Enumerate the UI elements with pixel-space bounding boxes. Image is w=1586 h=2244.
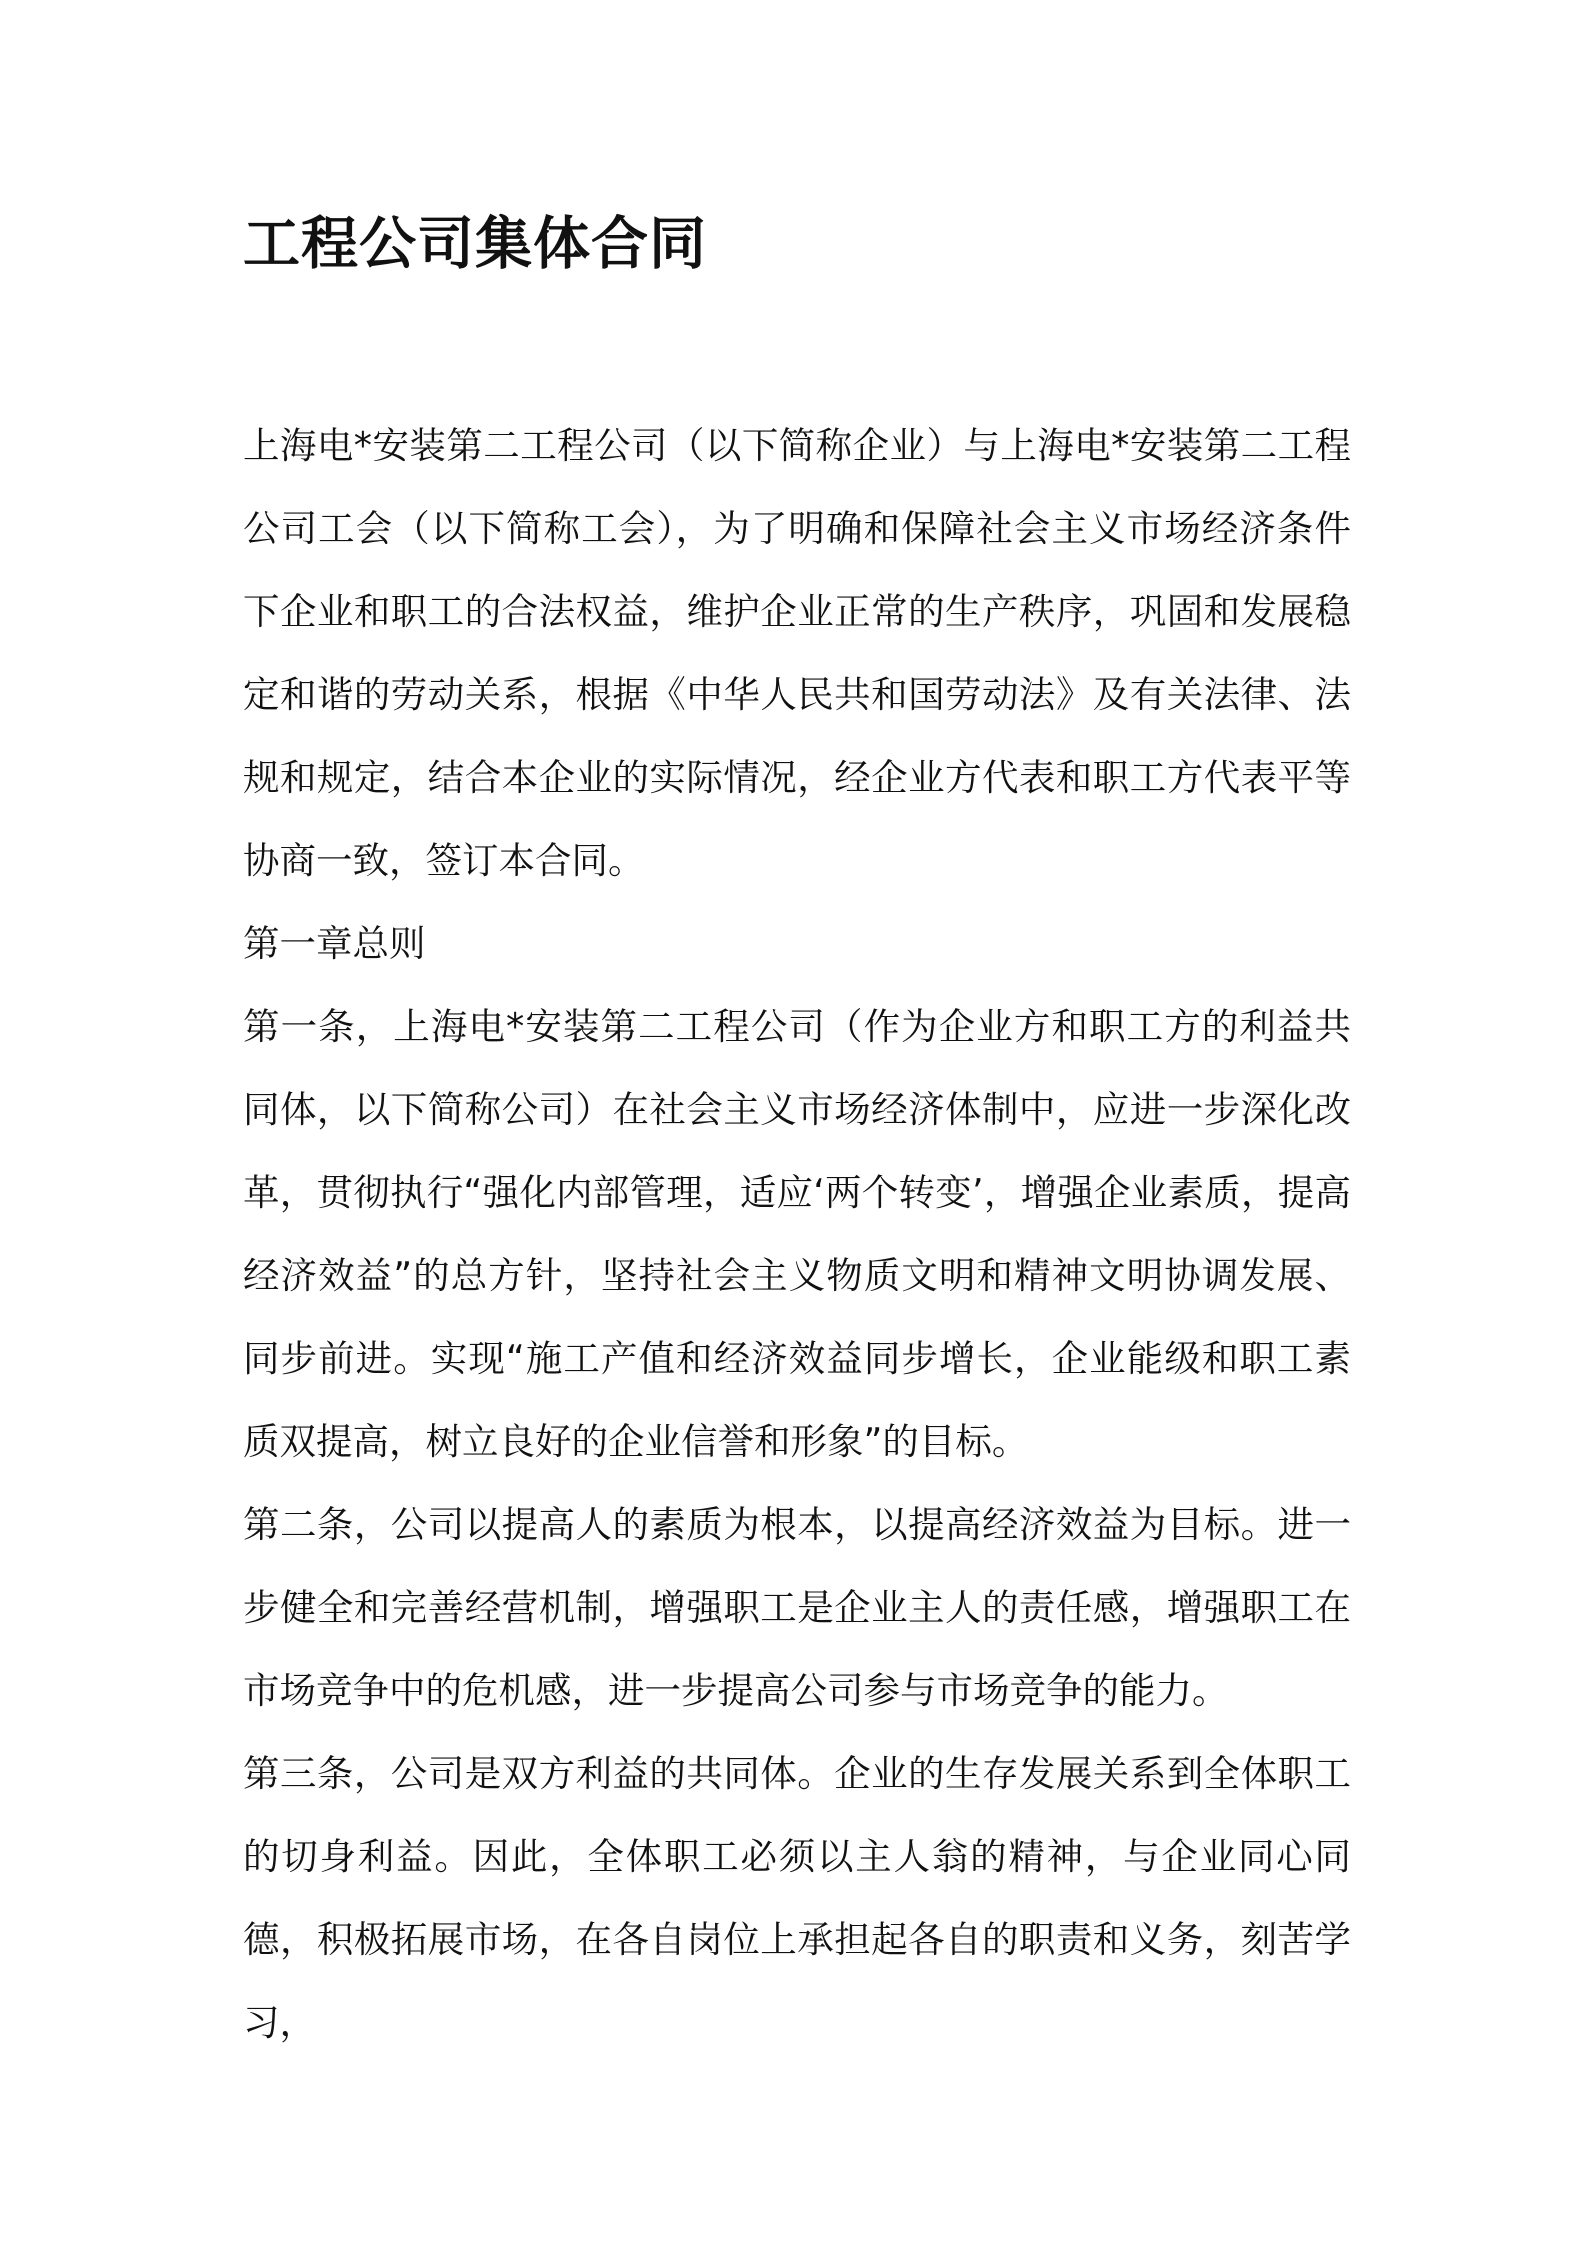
preamble-paragraph: 上海电*安装第二工程公司（以下简称企业）与上海电*安装第二工程公司工会（以下简称工会），为了明确和保障社会主义市场经济条件下企业和职工的合法权益，维护企业正常的生产秩序，巩固和发展稳定和谐的劳动关系，根据《中华人民共和国劳动法》及有关法律、法规和规定，结合本企业的实际情况，经企业方代表和职工方代表平等协商一致，签订本合同。	[243, 424, 1351, 882]
document-body	[243, 404, 1351, 2064]
article-1-paragraph: 第一条，上海电*安装第二工程公司（作为企业方和职工方的利益共同体，以下简称公司）在社会主义市场经济体制中，应进一步深化改革，贯彻执行“强化内部管理，适应‘两个转变’，增强企业素质，提高经济效益”的总方针，坚持社会主义物质文明和精神文明协调发展、同步前进。实现“施工产值和经济效益同步增长，企业能级和职工素质双提高，树立良好的企业信誉和形象”的目标。	[243, 1005, 1351, 1463]
document-title: 工程公司集体合同	[243, 211, 707, 277]
chapter-heading: 第一章总则	[243, 922, 426, 965]
article-3-paragraph: 第三条，公司是双方利益的共同体。企业的生存发展关系到全体职工的切身利益。因此，全体职工必须以主人翁的精神，与企业同心同德，积极拓展市场，在各自岗位上承担起各自的职责和义务，刻苦学习，	[243, 1752, 1351, 2044]
article-2-paragraph: 第二条，公司以提高人的素质为根本，以提高经济效益为目标。进一步健全和完善经营机制，增强职工是企业主人的责任感，增强职工在市场竞争中的危机感，进一步提高公司参与市场竞争的能力。	[243, 1503, 1351, 1712]
